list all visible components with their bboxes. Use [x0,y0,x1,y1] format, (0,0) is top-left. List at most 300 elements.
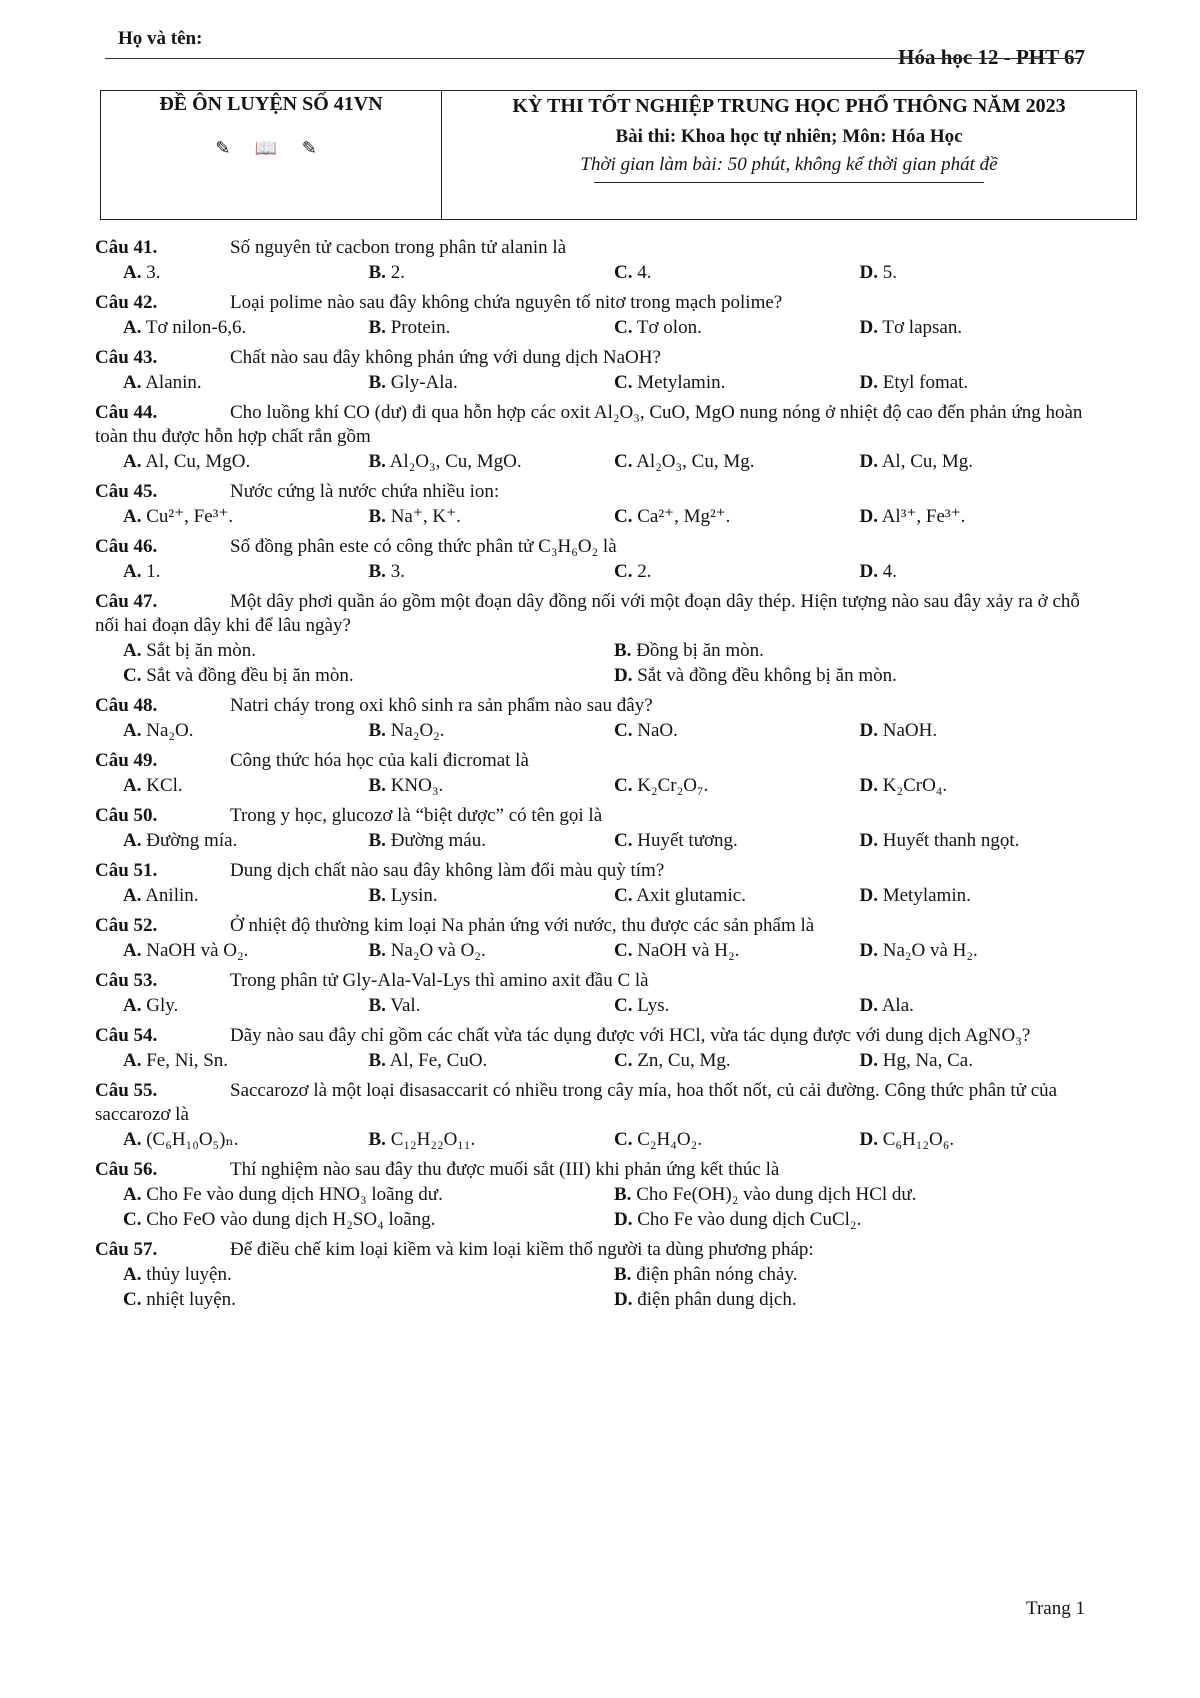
answer-option [123,504,369,529]
option-text: Tơ nilon-6,6. [145,317,247,338]
option-text: Cho Fe vào dung dịch HNO₃ loãng dư. [146,1184,443,1205]
option-letter: A. [123,775,142,796]
answer-option [860,938,1106,963]
question-text: Thí nghiệm nào sau đây thu được muối sắt (III) khi phản ứng kết thúc là [230,1159,780,1180]
answer-options [95,938,1105,963]
option-text: Zn, Cu, Mg. [637,1050,731,1071]
option-text: NaOH. [882,720,938,741]
question-label: Câu 52. [95,915,158,936]
option-text: Al, Fe, CuO. [389,1050,488,1071]
answer-option [123,663,614,688]
option-letter: D. [614,1289,633,1310]
question-stem [95,1024,1105,1048]
question-text: Dãy nào sau đây chỉ gồm các chất vừa tác dụng được với HCl, vừa tác dụng được với dung dịch AgNO₃? [230,1025,1031,1046]
answer-option [123,1287,614,1312]
exam-time: Thời gian làm bài: 50 phút, không kể thời gian phát đề [580,154,998,175]
option-text: Ala. [881,995,914,1016]
answer-option [860,828,1106,853]
option-text: 2. [390,262,405,283]
question-item [95,346,1105,395]
option-text: C₁₂H₂₂O₁₁. [390,1129,476,1150]
question-stem [95,914,1105,938]
answer-option [123,1262,614,1287]
option-text: Alanin. [145,372,202,393]
answer-option [369,260,615,285]
option-text: Na⁺, K⁺. [390,506,461,527]
option-letter: D. [859,506,878,527]
option-text: thủy luyện. [146,1264,232,1285]
option-text: Gly-Ala. [390,372,458,393]
option-text: Fe, Ni, Sn. [146,1050,229,1071]
option-text: Huyết tương. [637,830,738,851]
option-text: Cho Fe vào dung dịch CuCl₂. [637,1209,862,1230]
option-text: Val. [390,995,421,1016]
question-text: Nước cứng là nước chứa nhiều ion: [230,481,500,502]
answer-option [369,370,615,395]
question-text: Natri cháy trong oxi khô sinh ra sản phẩm nào sau đây? [230,695,653,716]
option-letter: C. [614,995,633,1016]
option-text: Al₂O₃, Cu, MgO. [389,451,522,472]
question-item [95,859,1105,908]
answer-option [614,993,860,1018]
answer-option [123,993,369,1018]
answer-options [95,1127,1105,1152]
answer-option [860,559,1106,584]
option-letter: B. [368,830,386,851]
answer-option [860,993,1106,1018]
answer-option [123,370,369,395]
option-text: Gly. [146,995,179,1016]
option-letter: A. [123,506,142,527]
option-text: Ca²⁺, Mg²⁺. [637,506,731,527]
answer-option [123,773,369,798]
option-letter: A. [123,1050,142,1071]
answer-option [123,260,369,285]
option-letter: C. [614,830,633,851]
question-label: Câu 53. [95,970,158,991]
answer-option [123,883,369,908]
option-text: Lysin. [390,885,438,906]
option-letter: B. [368,262,386,283]
question-item [95,1158,1105,1232]
question-item [95,914,1105,963]
answer-option [369,504,615,529]
question-item [95,590,1105,688]
option-text: Metylamin. [637,372,726,393]
option-letter: D. [859,885,878,906]
option-text: Na₂O và O₂. [390,940,486,961]
answer-option [860,260,1106,285]
option-text: 3. [390,561,405,582]
answer-option [123,1127,369,1152]
exam-info-cell [442,91,1136,219]
option-letter: A. [123,885,142,906]
option-text: K₂CrO₄. [882,775,948,796]
answer-option [614,559,860,584]
question-stem [95,969,1105,993]
question-label: Câu 47. [95,591,158,612]
answer-option [369,1127,615,1152]
option-letter: D. [859,720,878,741]
option-text: KNO₃. [390,775,444,796]
question-text: Số nguyên tử cacbon trong phân tử alanin là [230,237,567,258]
answer-option [369,773,615,798]
answer-options [95,773,1105,798]
option-text: NaOH và H₂. [637,940,740,961]
answer-options [95,449,1105,474]
option-letter: B. [368,506,386,527]
option-text: Al³⁺, Fe³⁺. [881,506,966,527]
option-text: Axit glutamic. [636,885,746,906]
question-text: Ở nhiệt độ thường kim loại Na phản ứng với nước, thu được các sản phẩm là [230,915,815,936]
question-item [95,535,1105,584]
exam-header-box [100,90,1137,220]
question-text: Trong y học, glucozơ là “biệt dược” có tên gọi là [230,805,603,826]
question-item [95,401,1105,474]
question-text: Saccarozơ là một loại đisasaccarit có nhiều trong cây mía, hoa thốt nốt, củ cải đường. Công thức phân tử của saccarozơ là [95,1080,1058,1125]
option-letter: C. [614,506,633,527]
option-letter: A. [123,1264,142,1285]
option-text: Al₂O₃, Cu, Mg. [636,451,755,472]
answer-option [614,663,1105,688]
option-letter: C. [614,262,633,283]
subject-code: Hóa học 12 - PHT 67 [898,45,1085,69]
answer-option [369,1048,615,1073]
option-letter: A. [123,830,142,851]
question-stem [95,1158,1105,1182]
question-item [95,480,1105,529]
header-divider [105,58,1080,59]
option-text: Đường máu. [390,830,486,851]
answer-option [614,449,860,474]
answer-option [614,1287,1105,1312]
answer-option [614,370,860,395]
option-text: C₂H₄O₂. [637,1129,702,1150]
question-item [95,969,1105,1018]
option-text: 2. [637,561,652,582]
answer-option [123,1182,614,1207]
option-letter: A. [123,640,142,661]
answer-option [860,315,1106,340]
option-text: Đường mía. [146,830,238,851]
answer-options [95,638,1105,688]
option-letter: B. [368,451,386,472]
option-text: Protein. [390,317,451,338]
question-text: Trong phân tử Gly-Ala-Val-Lys thì amino axit đầu C là [230,970,649,991]
option-letter: D. [859,940,878,961]
exam-subject: Bài thi: Khoa học tự nhiên; Môn: Hóa Học [615,126,963,147]
option-text: Tơ olon. [636,317,702,338]
option-letter: D. [859,561,878,582]
option-text: Na₂O và H₂. [882,940,978,961]
option-letter: B. [368,885,386,906]
option-letter: C. [614,885,633,906]
answer-options [95,315,1105,340]
answer-options [95,1048,1105,1073]
option-letter: D. [859,830,878,851]
answer-options [95,559,1105,584]
answer-options [95,260,1105,285]
answer-option [860,449,1106,474]
answer-option [614,260,860,285]
option-letter: A. [123,995,142,1016]
option-letter: C. [614,1050,633,1071]
time-underline [594,182,984,183]
question-stem [95,1238,1105,1262]
option-text: nhiệt luyện. [146,1289,236,1310]
answer-option [614,315,860,340]
question-stem [95,480,1105,504]
exam-code-cell [101,91,442,219]
question-stem [95,590,1105,638]
question-text: Số đồng phân este có công thức phân tử C₃H₆O₂ là [230,536,617,557]
question-text: Dung dịch chất nào sau đây không làm đổi màu quỳ tím? [230,860,665,881]
option-text: Tơ lapsan. [882,317,963,338]
answer-option [369,938,615,963]
option-text: NaO. [637,720,678,741]
book-decoration-icon: ✎ 📖 ✎ [215,138,327,158]
option-letter: B. [368,940,386,961]
answer-option [614,718,860,743]
option-letter: D. [614,665,633,686]
answer-option [123,559,369,584]
question-stem [95,694,1105,718]
option-text: Etyl fomat. [882,372,969,393]
option-text: (C₆H₁₀O₅)ₙ. [146,1129,239,1150]
question-item [95,694,1105,743]
option-letter: B. [614,640,632,661]
option-text: 4. [882,561,897,582]
answer-option [369,315,615,340]
answer-option [614,773,860,798]
question-stem [95,1079,1105,1127]
option-letter: C. [123,1209,142,1230]
question-stem [95,804,1105,828]
answer-option [123,718,369,743]
answer-option [860,883,1106,908]
option-letter: C. [614,1129,633,1150]
option-text: Na₂O. [146,720,194,741]
question-text: Cho luồng khí CO (dư) đi qua hỗn hợp các oxit Al₂O₃, CuO, MgO nung nóng ở nhiệt độ cao đến phản ứng hoàn toàn thu được hỗn hợp chất rắn gồm [95,402,1083,447]
answer-option [123,1048,369,1073]
question-stem [95,859,1105,883]
answer-option [369,449,615,474]
option-letter: C. [123,665,142,686]
question-text: Một dây phơi quần áo gồm một đoạn dây đồng nối với một đoạn dây thép. Hiện tượng nào sau đây xảy ra ở chỗ nối hai đoạn dây khi để lâu ngày? [95,591,1080,636]
exam-code: ĐỀ ÔN LUYỆN SỐ 41VN [159,93,383,115]
option-letter: D. [614,1209,633,1230]
answer-option [614,504,860,529]
option-letter: C. [614,940,633,961]
option-letter: B. [368,1050,386,1071]
option-letter: D. [859,317,878,338]
answer-option [614,1262,1105,1287]
option-text: KCl. [146,775,183,796]
option-text: 4. [637,262,652,283]
option-letter: A. [123,1184,142,1205]
option-letter: A. [123,561,142,582]
option-text: Sắt bị ăn mòn. [146,640,257,661]
answer-options [95,718,1105,743]
exam-title: KỲ THI TỐT NGHIỆP TRUNG HỌC PHỔ THÔNG NĂM 2023 [512,95,1066,117]
answer-options [95,828,1105,853]
question-stem [95,535,1105,559]
option-letter: A. [123,720,142,741]
question-label: Câu 49. [95,750,158,771]
answer-option [614,883,860,908]
question-label: Câu 45. [95,481,158,502]
answer-options [95,1262,1105,1312]
answer-option [614,828,860,853]
option-text: 3. [146,262,161,283]
option-letter: D. [859,1050,878,1071]
answer-option [123,638,614,663]
option-letter: B. [368,775,386,796]
answer-option [860,1048,1106,1073]
question-stem [95,346,1105,370]
question-label: Câu 50. [95,805,158,826]
option-text: Đồng bị ăn mòn. [636,640,764,661]
answer-option [860,773,1106,798]
answer-option [369,828,615,853]
option-text: Sắt và đồng đều không bị ăn mòn. [637,665,897,686]
answer-option [860,370,1106,395]
option-text: NaOH và O₂. [146,940,249,961]
option-letter: A. [123,372,142,393]
answer-options [95,370,1105,395]
question-label: Câu 54. [95,1025,158,1046]
option-text: Al, Cu, MgO. [145,451,251,472]
option-text: Anilin. [145,885,199,906]
option-letter: C. [614,317,633,338]
answer-option [614,1182,1105,1207]
question-text: Chất nào sau đây không phản ứng với dung dịch NaOH? [230,347,661,368]
option-letter: B. [368,1129,386,1150]
answer-option [614,1127,860,1152]
option-letter: D. [859,262,878,283]
option-letter: C. [614,372,633,393]
option-letter: B. [368,372,386,393]
answer-options [95,1182,1105,1232]
answer-option [860,1127,1106,1152]
question-label: Câu 51. [95,860,158,881]
answer-option [123,449,369,474]
option-text: 5. [882,262,897,283]
question-label: Câu 55. [95,1080,158,1101]
question-label: Câu 41. [95,237,158,258]
option-letter: B. [368,995,386,1016]
question-item [95,749,1105,798]
option-text: 1. [146,561,161,582]
answer-option [123,938,369,963]
option-letter: D. [859,995,878,1016]
option-text: Cu²⁺, Fe³⁺. [146,506,234,527]
option-letter: B. [368,720,386,741]
question-item [95,1079,1105,1152]
option-text: Lys. [637,995,670,1016]
option-text: Metylamin. [882,885,971,906]
option-text: K₂Cr₂O₇. [637,775,709,796]
question-label: Câu 46. [95,536,158,557]
option-letter: C. [123,1289,142,1310]
option-letter: C. [614,775,633,796]
answer-option [614,1048,860,1073]
student-name-label: Họ và tên: [118,28,203,49]
question-label: Câu 42. [95,292,158,313]
answer-option [614,1207,1105,1232]
answer-options [95,993,1105,1018]
option-letter: D. [859,1129,878,1150]
option-text: Hg, Na, Ca. [882,1050,973,1071]
option-letter: B. [368,317,386,338]
option-letter: A. [123,317,142,338]
question-label: Câu 43. [95,347,158,368]
answer-option [860,504,1106,529]
answer-options [95,504,1105,529]
option-letter: A. [123,940,142,961]
option-letter: B. [368,561,386,582]
option-text: C₆H₁₂O₆. [882,1129,955,1150]
question-text: Để điều chế kim loại kiềm và kim loại kiềm thổ người ta dùng phương pháp: [230,1239,814,1260]
answer-option [369,718,615,743]
question-text: Công thức hóa học của kali đicromat là [230,750,529,771]
option-letter: C. [614,451,633,472]
option-text: điện phân nóng chảy. [636,1264,798,1285]
option-letter: D. [859,372,878,393]
option-letter: C. [614,561,633,582]
option-text: Cho FeO vào dung dịch H₂SO₄ loãng. [146,1209,436,1230]
question-item [95,236,1105,285]
option-letter: A. [123,1129,142,1150]
option-letter: C. [614,720,633,741]
option-text: điện phân dung dịch. [637,1289,797,1310]
answer-option [614,938,860,963]
question-label: Câu 44. [95,402,158,423]
option-letter: A. [123,262,142,283]
option-text: Cho Fe(OH)₂ vào dung dịch HCl dư. [636,1184,917,1205]
answer-option [860,718,1106,743]
option-text: Huyết thanh ngọt. [882,830,1020,851]
answer-option [123,828,369,853]
question-stem [95,401,1105,449]
option-letter: D. [859,451,878,472]
option-letter: B. [614,1264,632,1285]
option-text: Na₂O₂. [390,720,445,741]
option-letter: A. [123,451,142,472]
answer-option [614,638,1105,663]
question-text: Loại polime nào sau đây không chứa nguyên tố nitơ trong mạch polime? [230,292,783,313]
answer-options [95,883,1105,908]
answer-option [369,559,615,584]
question-stem [95,749,1105,773]
question-item [95,1238,1105,1312]
question-label: Câu 56. [95,1159,158,1180]
option-letter: B. [614,1184,632,1205]
answer-option [123,1207,614,1232]
option-text: Al, Cu, Mg. [881,451,974,472]
answer-option [123,315,369,340]
question-stem [95,291,1105,315]
page-number: Trang 1 [1026,1598,1085,1619]
question-label: Câu 57. [95,1239,158,1260]
question-item [95,804,1105,853]
question-stem [95,236,1105,260]
question-item [95,291,1105,340]
question-list [95,236,1105,1318]
answer-option [369,883,615,908]
option-letter: D. [859,775,878,796]
option-text: Sắt và đồng đều bị ăn mòn. [146,665,354,686]
